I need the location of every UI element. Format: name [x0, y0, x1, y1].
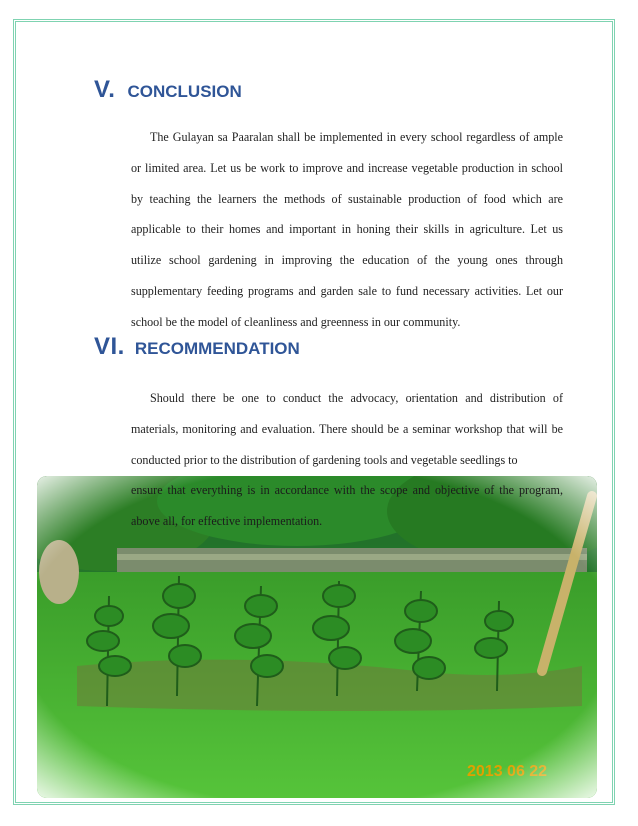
recommendation-overlay-paragraph	[131, 475, 563, 537]
recommendation-paragraph	[131, 383, 563, 475]
conclusion-text: The Gulayan sa Paaralan shall be implemented in every school regardless of ample or limited area. Let us be work to improve and increase vegetable production in school by teaching the learners the methods of sustainable production of food which are applicable to their homes and important in honing their skills in agriculture. Let us utilize school gardening in improving the education of the young ones through supplementary feeding programs and garden sale to fund necessary activities. Let our school be the model of cleanliness and greenness in our community.	[131, 130, 563, 329]
section-number: V.	[94, 76, 116, 103]
section-heading-recommendation	[94, 333, 300, 361]
recommendation-text: Should there be one to conduct the advocacy, orientation and distribution of materials, monitoring and evaluation. There should be a seminar workshop that will be conducted prior to the distribution of gardening tools and vegetable seedlings to	[131, 391, 563, 467]
recommendation-overlay-text: ensure that everything is in accordance with the scope and objective of the program, above all, for effective implementation.	[131, 483, 563, 528]
section-title: RECOMMENDATION	[134, 339, 300, 358]
section-number: VI.	[94, 333, 125, 360]
conclusion-paragraph	[131, 122, 563, 338]
section-heading-conclusion	[94, 76, 242, 104]
section-title: CONCLUSION	[127, 82, 242, 101]
